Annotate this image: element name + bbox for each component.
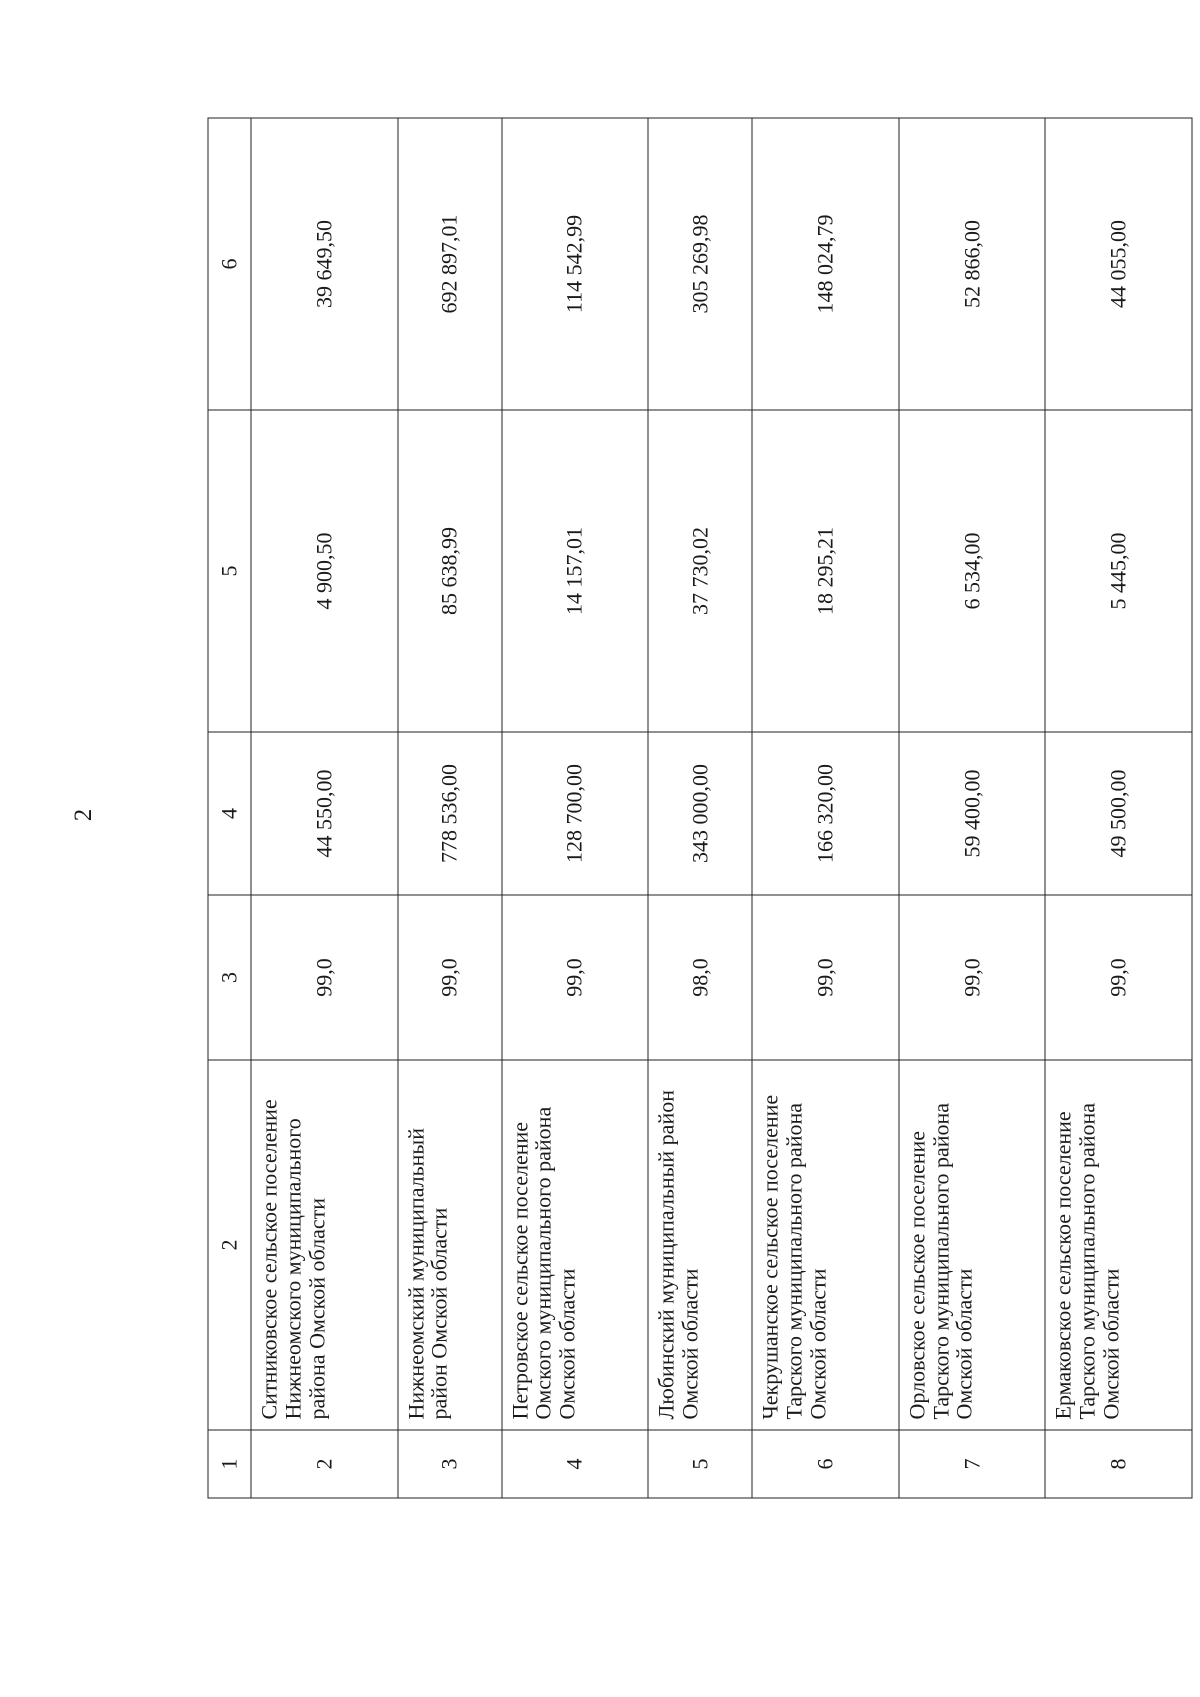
header-row: [208, 118, 251, 1498]
cell-col4: 778 536,00: [398, 732, 502, 895]
municipality-name: Чекрушанское сельское поселение Тарского муниципального района Омской области: [752, 1060, 899, 1430]
cell-col6: 305 269,98: [648, 118, 752, 410]
header-cell-5: 5: [208, 410, 251, 732]
cell-col4: 128 700,00: [502, 732, 649, 895]
row-number: 2: [251, 1430, 398, 1498]
cell-col5: 4 900,50: [251, 410, 398, 732]
table-row: [251, 118, 398, 1498]
row-number: 3: [398, 1430, 502, 1498]
cell-col4: 59 400,00: [899, 732, 1046, 895]
row-number: 6: [752, 1430, 899, 1498]
cell-col5: 14 157,01: [502, 410, 649, 732]
cell-col6: 114 542,99: [502, 118, 649, 410]
table-row: [1045, 118, 1192, 1498]
cell-col3: 98,0: [648, 895, 752, 1060]
header-cell-1: 1: [208, 1430, 251, 1498]
cell-col3: 99,0: [1045, 895, 1192, 1060]
municipality-name: Ситниковское сельское поселение Нижнеомского муниципального района Омской области: [251, 1060, 398, 1430]
cell-col3: 99,0: [502, 895, 649, 1060]
cell-col3: 99,0: [752, 895, 899, 1060]
cell-col4: 49 500,00: [1045, 732, 1192, 895]
cell-col5: 6 534,00: [899, 410, 1046, 732]
municipality-name: Любинский муниципальный район Омской области: [648, 1060, 752, 1430]
cell-col6: 52 866,00: [899, 118, 1046, 410]
cell-col5: 5 445,00: [1045, 410, 1192, 732]
header-cell-4: 4: [208, 732, 251, 895]
cell-col3: 99,0: [899, 895, 1046, 1060]
table-row: [752, 118, 899, 1498]
cell-col6: 44 055,00: [1045, 118, 1192, 410]
cell-col5: 85 638,99: [398, 410, 502, 732]
municipality-name: Ермаковское сельское поселение Тарского муниципального района Омской области: [1045, 1060, 1192, 1430]
table-row: [648, 118, 752, 1498]
row-number: 7: [899, 1430, 1046, 1498]
table-row: [502, 118, 649, 1498]
cell-col4: 343 000,00: [648, 732, 752, 895]
cell-col6: 148 024,79: [752, 118, 899, 410]
row-number: 8: [1045, 1430, 1192, 1498]
cell-col3: 99,0: [251, 895, 398, 1060]
subsidy-table: [208, 117, 1193, 1498]
cell-col5: 18 295,21: [752, 410, 899, 732]
header-cell-2: 2: [208, 1060, 251, 1430]
municipality-name: Петровское сельское поселение Омского муниципального района Омской области: [502, 1060, 649, 1430]
header-cell-3: 3: [208, 895, 251, 1060]
cell-col4: 44 550,00: [251, 732, 398, 895]
cell-col6: 692 897,01: [398, 118, 502, 410]
row-number: 4: [502, 1430, 649, 1498]
cell-col3: 99,0: [398, 895, 502, 1060]
municipality-name: Орловское сельское поселение Тарского муниципального района Омской области: [899, 1060, 1046, 1430]
page-number: 2: [70, 808, 97, 822]
row-number: 5: [648, 1430, 752, 1498]
cell-col5: 37 730,02: [648, 410, 752, 732]
cell-col4: 166 320,00: [752, 732, 899, 895]
header-cell-6: 6: [208, 118, 251, 410]
table-row: [398, 118, 502, 1498]
municipality-name: Нижнеомский муниципальный район Омской области: [398, 1060, 502, 1430]
cell-col6: 39 649,50: [251, 118, 398, 410]
table-row: [899, 118, 1046, 1498]
rotated-table-container: [208, 118, 1193, 1498]
